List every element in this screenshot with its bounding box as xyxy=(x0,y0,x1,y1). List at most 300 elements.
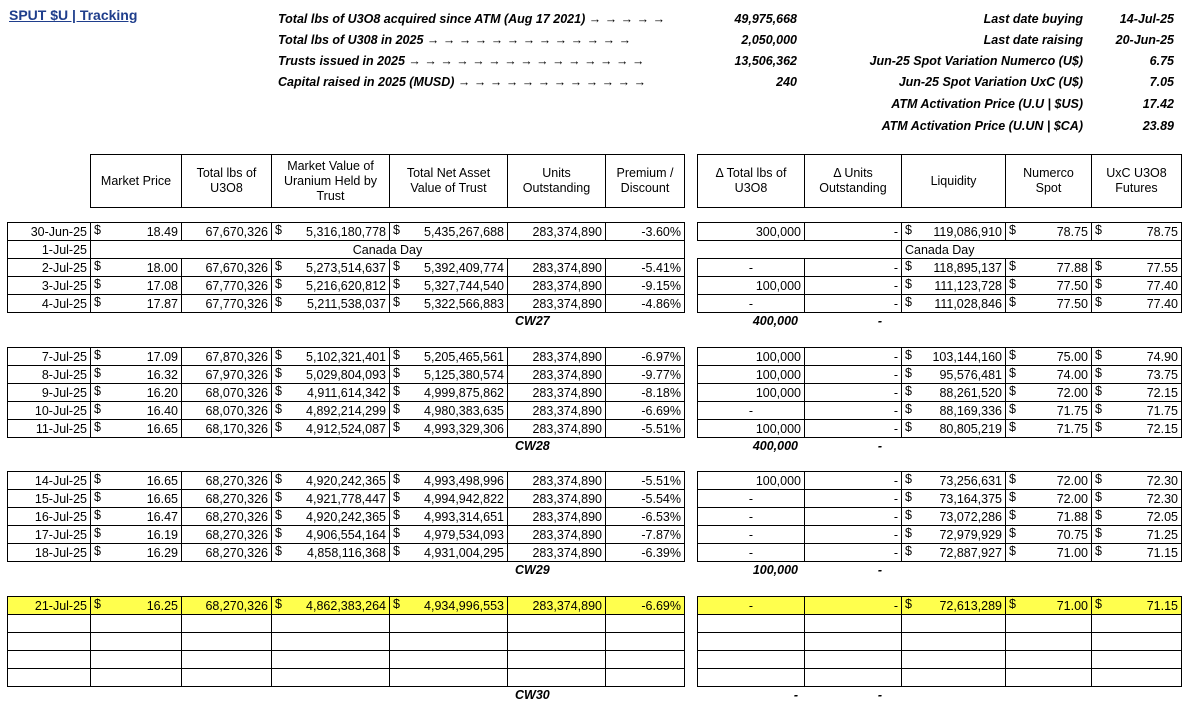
market-price-cell xyxy=(91,508,182,526)
total-lbs-cell: 68,270,326 xyxy=(182,472,272,490)
table-row xyxy=(8,633,685,651)
dollar-sign: $ xyxy=(1009,597,1016,611)
empty-cell xyxy=(390,669,508,687)
empty-cell xyxy=(8,615,91,633)
table-row xyxy=(8,472,685,490)
nav-cell xyxy=(390,526,508,544)
delta-units-cell: - xyxy=(805,402,902,420)
liquidity-cell-value: 72,887,927 xyxy=(939,545,1002,560)
market-value-cell xyxy=(272,277,390,295)
dollar-sign: $ xyxy=(275,420,282,434)
week-lbs-total: 400,000 xyxy=(752,439,798,453)
empty-cell xyxy=(1092,633,1182,651)
dollar-sign: $ xyxy=(1009,490,1016,504)
dollar-sign: $ xyxy=(905,366,912,380)
nav-cell xyxy=(390,402,508,420)
numerco-cell xyxy=(1006,295,1092,313)
numerco-cell-value: 72.00 xyxy=(1056,491,1088,506)
uxc-cell-value: 72.30 xyxy=(1146,473,1178,488)
summary-label: Total lbs of U308 in 2025 → → → → → → → → → → → → → xyxy=(278,33,632,47)
dollar-sign: $ xyxy=(1095,597,1102,611)
numerco-cell-value: 72.00 xyxy=(1056,385,1088,400)
empty-cell xyxy=(1092,669,1182,687)
dollar-sign: $ xyxy=(905,420,912,434)
week-units-total: - xyxy=(877,688,882,702)
delta-lbs-cell: 100,000 xyxy=(698,472,805,490)
week-table-left xyxy=(7,222,685,313)
market-price-cell-value: 16.19 xyxy=(146,527,178,542)
nav-cell xyxy=(390,259,508,277)
units-cell: 283,374,890 xyxy=(508,366,606,384)
total-lbs-cell: 68,270,326 xyxy=(182,508,272,526)
dollar-sign: $ xyxy=(1009,384,1016,398)
left-header xyxy=(90,154,685,208)
empty-cell xyxy=(8,633,91,651)
nav-cell xyxy=(390,508,508,526)
uxc-cell xyxy=(1092,223,1182,241)
market-price-cell xyxy=(91,259,182,277)
market-value-cell-value: 4,911,614,342 xyxy=(306,385,386,400)
week-table-left xyxy=(7,347,685,438)
summary-label: ATM Activation Price (U.UN | $CA) xyxy=(881,119,1083,133)
market-value-cell-value: 5,029,804,093 xyxy=(306,367,386,382)
empty-cell xyxy=(698,615,805,633)
market-price-cell xyxy=(91,384,182,402)
header-numerco-spot: Numerco Spot xyxy=(1006,155,1092,208)
empty-cell xyxy=(805,615,902,633)
liquidity-cell-value: 103,144,160 xyxy=(932,349,1002,364)
header-delta-units: Δ Units Outstanding xyxy=(805,155,902,208)
table-row xyxy=(698,669,1182,687)
dollar-sign: $ xyxy=(1009,544,1016,558)
nav-cell xyxy=(390,223,508,241)
table-row xyxy=(698,651,1182,669)
table-row xyxy=(8,348,685,366)
premium-cell: -8.18% xyxy=(606,384,685,402)
uxc-cell-value: 72.30 xyxy=(1146,491,1178,506)
numerco-cell-value: 72.00 xyxy=(1056,473,1088,488)
table-row xyxy=(698,508,1182,526)
numerco-cell xyxy=(1006,420,1092,438)
empty-cell xyxy=(91,615,182,633)
market-price-cell-value: 16.47 xyxy=(146,509,178,524)
uxc-cell xyxy=(1092,384,1182,402)
market-value-cell xyxy=(272,526,390,544)
empty-cell xyxy=(1006,651,1092,669)
table-row xyxy=(698,259,1182,277)
units-cell: 283,374,890 xyxy=(508,348,606,366)
empty-cell xyxy=(91,669,182,687)
premium-cell: -3.60% xyxy=(606,223,685,241)
numerco-cell-value: 71.75 xyxy=(1056,403,1088,418)
liquidity-cell xyxy=(902,526,1006,544)
dollar-sign: $ xyxy=(94,348,101,362)
market-price-cell-value: 17.09 xyxy=(146,349,178,364)
dollar-sign: $ xyxy=(393,526,400,540)
delta-lbs-cell: 100,000 xyxy=(698,420,805,438)
dollar-sign: $ xyxy=(94,277,101,291)
empty-cell xyxy=(272,633,390,651)
liquidity-cell xyxy=(902,597,1006,615)
empty-cell xyxy=(272,669,390,687)
date-cell: 18-Jul-25 xyxy=(8,544,91,562)
numerco-cell xyxy=(1006,544,1092,562)
uxc-cell-value: 72.15 xyxy=(1146,385,1178,400)
dollar-sign: $ xyxy=(94,597,101,611)
dollar-sign: $ xyxy=(94,223,101,237)
dollar-sign: $ xyxy=(275,277,282,291)
empty-cell xyxy=(606,651,685,669)
uxc-cell-value: 72.15 xyxy=(1146,421,1178,436)
empty-cell xyxy=(902,615,1006,633)
week-label: CW27 xyxy=(515,314,550,328)
market-value-cell-value: 4,858,116,368 xyxy=(306,545,386,560)
table-row xyxy=(8,490,685,508)
market-value-cell xyxy=(272,348,390,366)
dollar-sign: $ xyxy=(1095,490,1102,504)
numerco-cell xyxy=(1006,259,1092,277)
premium-cell: -6.53% xyxy=(606,508,685,526)
numerco-cell xyxy=(1006,490,1092,508)
table-row xyxy=(698,366,1182,384)
total-lbs-cell: 67,670,326 xyxy=(182,259,272,277)
market-price-cell-value: 17.08 xyxy=(146,278,178,293)
nav-cell xyxy=(390,597,508,615)
header-premium: Premium / Discount xyxy=(606,155,685,208)
delta-lbs-cell: 100,000 xyxy=(698,348,805,366)
units-cell: 283,374,890 xyxy=(508,420,606,438)
numerco-cell xyxy=(1006,526,1092,544)
empty-cell xyxy=(182,651,272,669)
nav-cell xyxy=(390,366,508,384)
table-row xyxy=(698,241,1182,259)
date-cell: 11-Jul-25 xyxy=(8,420,91,438)
market-value-cell-value: 5,316,180,778 xyxy=(306,224,386,239)
delta-units-cell: - xyxy=(805,223,902,241)
market-value-cell xyxy=(272,508,390,526)
market-price-cell-value: 17.87 xyxy=(146,296,178,311)
week-table-left xyxy=(7,471,685,562)
dollar-sign: $ xyxy=(1095,277,1102,291)
nav-cell-value: 4,934,996,553 xyxy=(424,598,504,613)
units-cell: 283,374,890 xyxy=(508,402,606,420)
dollar-sign: $ xyxy=(275,223,282,237)
total-lbs-cell: 68,270,326 xyxy=(182,490,272,508)
dollar-sign: $ xyxy=(1095,526,1102,540)
right-header xyxy=(697,154,1182,208)
dollar-sign: $ xyxy=(94,526,101,540)
dollar-sign: $ xyxy=(905,223,912,237)
week-table-right xyxy=(697,222,1182,313)
units-cell: 283,374,890 xyxy=(508,597,606,615)
nav-cell xyxy=(390,384,508,402)
week-label: CW29 xyxy=(515,563,550,577)
uxc-cell xyxy=(1092,295,1182,313)
liquidity-cell xyxy=(902,366,1006,384)
liquidity-cell-value: 119,086,910 xyxy=(933,224,1002,239)
market-price-cell xyxy=(91,295,182,313)
numerco-cell xyxy=(1006,508,1092,526)
table-row xyxy=(698,223,1182,241)
premium-cell: -4.86% xyxy=(606,295,685,313)
market-value-cell-value: 4,892,214,299 xyxy=(306,403,386,418)
market-price-cell xyxy=(91,597,182,615)
total-lbs-cell: 67,970,326 xyxy=(182,366,272,384)
delta-units-cell: - xyxy=(805,348,902,366)
numerco-cell xyxy=(1006,384,1092,402)
nav-cell xyxy=(390,420,508,438)
uxc-cell xyxy=(1092,420,1182,438)
dollar-sign: $ xyxy=(1009,526,1016,540)
liquidity-cell-value: 73,164,375 xyxy=(939,491,1002,506)
dollar-sign: $ xyxy=(393,597,400,611)
market-value-cell-value: 4,920,242,365 xyxy=(306,509,386,524)
dollar-sign: $ xyxy=(905,526,912,540)
empty-cell xyxy=(1092,651,1182,669)
units-cell: 283,374,890 xyxy=(508,490,606,508)
nav-cell xyxy=(390,472,508,490)
total-lbs-cell: 68,070,326 xyxy=(182,384,272,402)
premium-cell: -5.51% xyxy=(606,472,685,490)
header-market-value: Market Value of Uranium Held by Trust xyxy=(272,155,390,208)
uxc-cell-value: 71.15 xyxy=(1146,545,1178,560)
dollar-sign: $ xyxy=(905,384,912,398)
week-units-total: - xyxy=(877,439,882,453)
numerco-cell-value: 71.88 xyxy=(1056,509,1088,524)
delta-units-cell: - xyxy=(805,277,902,295)
table-row xyxy=(698,615,1182,633)
date-cell: 21-Jul-25 xyxy=(8,597,91,615)
dollar-sign: $ xyxy=(1009,508,1016,522)
dollar-sign: $ xyxy=(905,295,912,309)
premium-cell: -9.77% xyxy=(606,366,685,384)
premium-cell: -5.51% xyxy=(606,420,685,438)
header-total-lbs: Total lbs of U3O8 xyxy=(182,155,272,208)
market-value-cell-value: 5,211,538,037 xyxy=(306,296,386,311)
dollar-sign: $ xyxy=(1009,277,1016,291)
table-row xyxy=(698,420,1182,438)
dollar-sign: $ xyxy=(1009,420,1016,434)
empty-cell xyxy=(8,669,91,687)
table-row xyxy=(8,526,685,544)
table-row xyxy=(8,366,685,384)
numerco-cell xyxy=(1006,223,1092,241)
market-value-cell-value: 4,921,778,447 xyxy=(306,491,386,506)
header-nav: Total Net Asset Value of Trust xyxy=(390,155,508,208)
liquidity-cell-value: 111,028,846 xyxy=(934,296,1002,311)
delta-units-cell: - xyxy=(805,366,902,384)
nav-cell xyxy=(390,348,508,366)
table-row xyxy=(698,544,1182,562)
summary-value: 23.89 xyxy=(1142,119,1174,133)
dollar-sign: $ xyxy=(1009,366,1016,380)
summary-label: Trusts issued in 2025 → → → → → → → → → → → → → → → xyxy=(278,54,645,68)
dollar-sign: $ xyxy=(1009,295,1016,309)
dollar-sign: $ xyxy=(275,544,282,558)
nav-cell xyxy=(390,277,508,295)
table-row xyxy=(8,223,685,241)
market-value-cell-value: 4,906,554,164 xyxy=(306,527,386,542)
market-price-cell xyxy=(91,402,182,420)
table-row xyxy=(698,490,1182,508)
numerco-cell-value: 71.00 xyxy=(1056,598,1088,613)
table-row xyxy=(8,651,685,669)
dollar-sign: $ xyxy=(1095,223,1102,237)
table-row xyxy=(698,295,1182,313)
market-value-cell xyxy=(272,366,390,384)
empty-cell xyxy=(508,633,606,651)
premium-cell: -6.69% xyxy=(606,597,685,615)
market-price-cell xyxy=(91,544,182,562)
table-row xyxy=(8,544,685,562)
empty-cell xyxy=(902,651,1006,669)
delta-lbs-cell: - xyxy=(698,526,805,544)
delta-lbs-cell: 100,000 xyxy=(698,384,805,402)
premium-cell: -6.39% xyxy=(606,544,685,562)
market-price-cell xyxy=(91,348,182,366)
delta-units-cell: - xyxy=(805,544,902,562)
dollar-sign: $ xyxy=(275,402,282,416)
market-price-cell xyxy=(91,526,182,544)
empty-cell xyxy=(698,651,805,669)
empty-cell xyxy=(182,669,272,687)
empty-cell xyxy=(606,633,685,651)
units-cell: 283,374,890 xyxy=(508,526,606,544)
empty-cell xyxy=(390,651,508,669)
total-lbs-cell: 68,070,326 xyxy=(182,402,272,420)
dollar-sign: $ xyxy=(275,472,282,486)
table-row xyxy=(8,420,685,438)
summary-label: Total lbs of U3O8 acquired since ATM (Aug 17 2021) → → → → → xyxy=(278,12,666,26)
dollar-sign: $ xyxy=(275,366,282,380)
delta-units-cell: - xyxy=(805,259,902,277)
nav-cell-value: 4,993,498,996 xyxy=(424,473,504,488)
date-cell: 4-Jul-25 xyxy=(8,295,91,313)
market-value-cell-value: 5,216,620,812 xyxy=(306,278,386,293)
numerco-cell xyxy=(1006,277,1092,295)
total-lbs-cell: 68,270,326 xyxy=(182,597,272,615)
liquidity-cell-value: 88,261,520 xyxy=(939,385,1002,400)
summary-label: Last date buying xyxy=(983,12,1083,26)
table-row xyxy=(698,277,1182,295)
summary-value: 6.75 xyxy=(1149,54,1174,68)
numerco-cell-value: 74.00 xyxy=(1056,367,1088,382)
empty-cell xyxy=(390,633,508,651)
dollar-sign: $ xyxy=(393,508,400,522)
dollar-sign: $ xyxy=(94,402,101,416)
holiday-cell: Canada Day xyxy=(91,241,685,259)
date-cell: 17-Jul-25 xyxy=(8,526,91,544)
dollar-sign: $ xyxy=(94,490,101,504)
uxc-cell xyxy=(1092,348,1182,366)
market-price-cell-value: 18.49 xyxy=(146,224,178,239)
market-value-cell xyxy=(272,544,390,562)
empty-cell xyxy=(606,615,685,633)
uxc-cell xyxy=(1092,402,1182,420)
page-title[interactable]: SPUT $U | Tracking xyxy=(9,7,138,23)
liquidity-cell-value: 80,805,219 xyxy=(939,421,1002,436)
empty-cell xyxy=(182,633,272,651)
table-row xyxy=(698,348,1182,366)
nav-cell-value: 4,979,534,093 xyxy=(424,527,504,542)
date-cell: 2-Jul-25 xyxy=(8,259,91,277)
table-row xyxy=(8,259,685,277)
market-price-cell-value: 16.65 xyxy=(146,473,178,488)
uxc-cell-value: 77.40 xyxy=(1146,296,1178,311)
uxc-cell xyxy=(1092,259,1182,277)
dollar-sign: $ xyxy=(393,295,400,309)
week-lbs-total: - xyxy=(793,688,798,702)
table-row xyxy=(698,402,1182,420)
market-value-cell-value: 5,102,321,401 xyxy=(306,349,386,364)
nav-cell xyxy=(390,490,508,508)
nav-cell-value: 4,994,942,822 xyxy=(424,491,504,506)
header-units: Units Outstanding xyxy=(508,155,606,208)
summary-value: 13,506,362 xyxy=(734,54,797,68)
liquidity-cell xyxy=(902,259,1006,277)
dollar-sign: $ xyxy=(1095,348,1102,362)
premium-cell: -5.54% xyxy=(606,490,685,508)
liquidity-cell-value: 73,256,631 xyxy=(939,473,1002,488)
dollar-sign: $ xyxy=(1095,472,1102,486)
dollar-sign: $ xyxy=(1095,295,1102,309)
delta-lbs-cell: - xyxy=(698,259,805,277)
summary-value: 240 xyxy=(776,75,797,89)
delta-units-cell: - xyxy=(805,490,902,508)
market-value-cell xyxy=(272,384,390,402)
dollar-sign: $ xyxy=(393,472,400,486)
total-lbs-cell: 67,870,326 xyxy=(182,348,272,366)
nav-cell-value: 5,125,380,574 xyxy=(424,367,504,382)
dollar-sign: $ xyxy=(393,223,400,237)
dollar-sign: $ xyxy=(1095,259,1102,273)
table-row xyxy=(8,277,685,295)
uxc-cell-value: 71.15 xyxy=(1146,598,1178,613)
liquidity-cell xyxy=(902,277,1006,295)
summary-label: ATM Activation Price (U.U | $US) xyxy=(891,97,1083,111)
header-liquidity: Liquidity xyxy=(902,155,1006,208)
empty-cell xyxy=(805,651,902,669)
empty-cell xyxy=(508,651,606,669)
numerco-cell-value: 71.75 xyxy=(1056,421,1088,436)
dollar-sign: $ xyxy=(94,420,101,434)
premium-cell: -5.41% xyxy=(606,259,685,277)
uxc-cell-value: 72.05 xyxy=(1146,509,1178,524)
table-row xyxy=(8,615,685,633)
summary-value: 14-Jul-25 xyxy=(1119,12,1174,26)
dollar-sign: $ xyxy=(275,490,282,504)
week-table-right xyxy=(697,347,1182,438)
liquidity-cell-value: 95,576,481 xyxy=(939,367,1002,382)
empty-cell xyxy=(805,633,902,651)
empty-cell xyxy=(182,615,272,633)
units-cell: 283,374,890 xyxy=(508,508,606,526)
empty-cell xyxy=(272,651,390,669)
total-lbs-cell: 67,670,326 xyxy=(182,223,272,241)
table-row xyxy=(8,669,685,687)
nav-cell-value: 4,993,329,306 xyxy=(424,421,504,436)
market-price-cell xyxy=(91,472,182,490)
nav-cell-value: 4,980,383,635 xyxy=(424,403,504,418)
nav-cell-value: 5,205,465,561 xyxy=(424,349,504,364)
week-lbs-total: 400,000 xyxy=(752,314,798,328)
uxc-cell-value: 77.40 xyxy=(1146,278,1178,293)
table-row xyxy=(8,241,685,259)
empty-cell xyxy=(902,669,1006,687)
nav-cell-value: 4,931,004,295 xyxy=(424,545,504,560)
empty-cell xyxy=(1006,669,1092,687)
week-table-right xyxy=(697,596,1182,687)
